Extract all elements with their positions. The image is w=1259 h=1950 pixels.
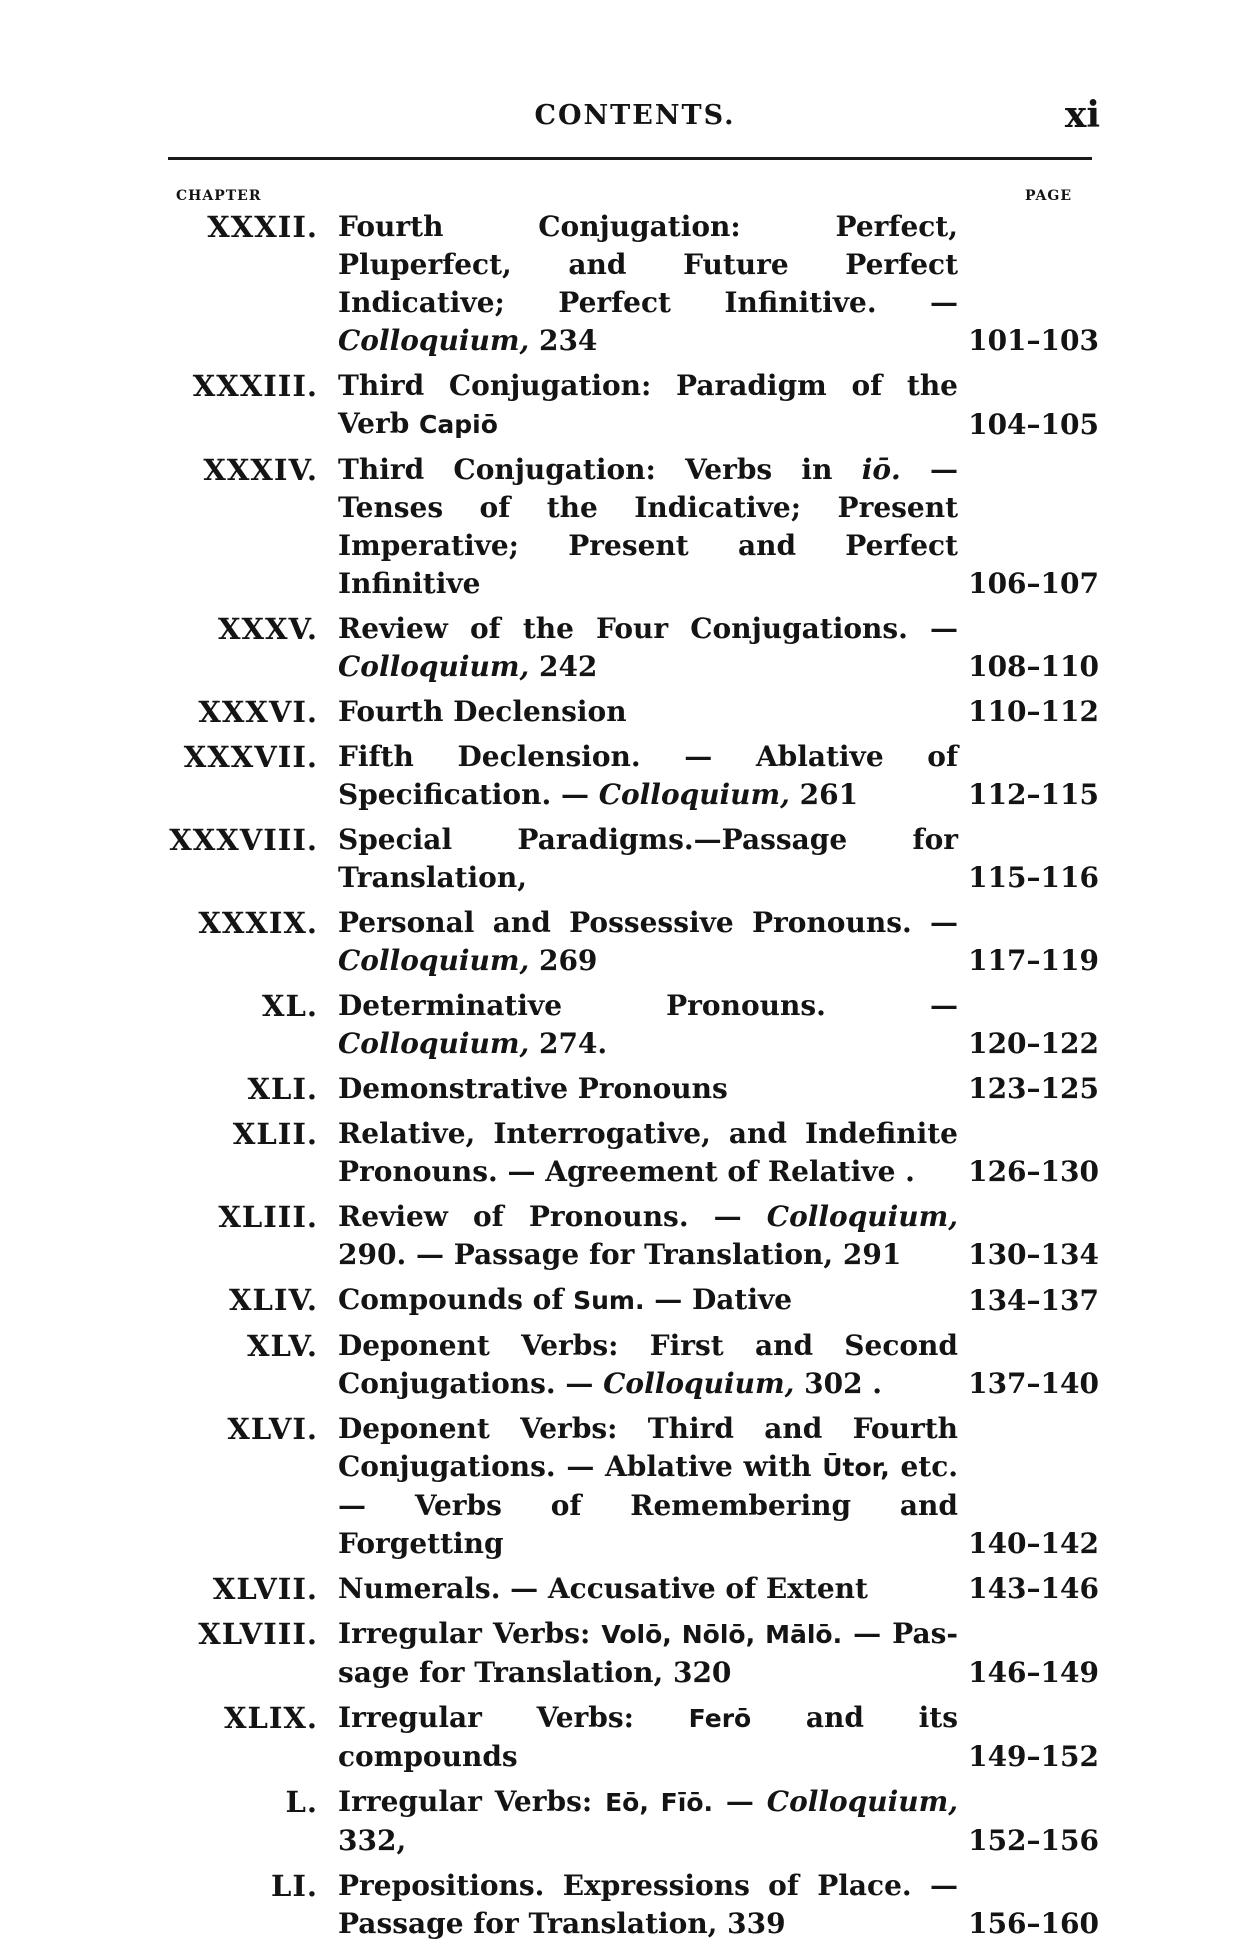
chapter-number: XLII. (232, 1117, 318, 1151)
title-text: Special Paradigms.—Passage for Translation, (338, 823, 958, 894)
page-range: 152–156 (968, 1824, 1099, 1857)
chapter-title (338, 1327, 958, 1403)
chapter-title (338, 1281, 958, 1320)
page-range: 108–110 (968, 650, 1099, 683)
contents-entry (0, 738, 1259, 814)
title-text: 234 (529, 324, 598, 357)
italic-text: Colloquium, (598, 778, 790, 811)
page-range: 117–119 (968, 944, 1099, 977)
page-range: 156–160 (968, 1907, 1099, 1940)
chapter-number: XLVII. (212, 1572, 318, 1606)
title-text: 290. — Passage for Translation, 291 (338, 1238, 902, 1271)
title-text: Review of Pronouns. — (338, 1200, 767, 1233)
chapter-title (338, 1115, 958, 1191)
contents-entry (0, 904, 1259, 980)
italic-text: Colloquium, (338, 650, 530, 683)
title-text: Irregular Verbs: (338, 1617, 602, 1650)
contents-entry (0, 451, 1259, 603)
page-range: 106–107 (968, 567, 1099, 600)
title-text: — Passage for Translation, 320 (338, 1617, 958, 1689)
chapter-number: XXXV. (217, 612, 318, 646)
italic-text: Colloquium, (766, 1200, 958, 1233)
chapter-number: XXXII. (207, 210, 318, 244)
contents-entry (0, 1699, 1259, 1776)
italic-text: Colloquium, (338, 324, 530, 357)
contents-entry (0, 1867, 1259, 1943)
chapter-number: XXXVII. (183, 740, 318, 774)
page-range: 146–149 (968, 1656, 1099, 1689)
title-text: 242 (529, 650, 598, 683)
page-range: 123–125 (968, 1072, 1099, 1105)
title-text: 332, (338, 1824, 407, 1857)
title-text: Deponent Verbs: Third and Fourth Conjugations. — Ablative with (338, 1412, 958, 1483)
chapter-number: XXXVIII. (169, 823, 318, 857)
chapter-column-heading: CHAPTER (176, 188, 262, 204)
title-text: — Dative (644, 1283, 793, 1316)
contents-entry (0, 1410, 1259, 1563)
chapter-number: XLV. (247, 1329, 318, 1363)
chapter-number: XLI. (247, 1072, 318, 1106)
title-text: 269 (529, 944, 598, 977)
title-text: — (713, 1785, 767, 1818)
title-text: Third Conjugation: Verbs in (338, 453, 862, 486)
latin-word: Ūtor, (822, 1453, 890, 1482)
chapter-number: XXXVI. (198, 695, 318, 729)
chapter-title (338, 451, 958, 603)
italic-text: Colloquium, (603, 1367, 795, 1400)
page-range: 104–105 (968, 408, 1099, 441)
title-text: Compounds of (338, 1283, 574, 1316)
chapter-number: XLVI. (227, 1412, 318, 1446)
contents-list (0, 208, 1259, 1950)
contents-entry (0, 610, 1259, 686)
title-text: Demonstrative Pronouns (338, 1072, 728, 1105)
chapter-number: XLVIII. (198, 1617, 318, 1651)
chapter-number: LI. (270, 1869, 318, 1903)
italic-text: Colloquium, (766, 1785, 959, 1818)
title-text: 261 (789, 778, 859, 811)
contents-entry (0, 1615, 1259, 1692)
chapter-number: XXXIII. (192, 369, 318, 403)
contents-entry (0, 1281, 1259, 1320)
column-headings (176, 188, 1086, 208)
chapter-title (338, 821, 958, 897)
chapter-title (338, 1699, 958, 1776)
chapter-number: XXXIX. (198, 906, 318, 940)
latin-word: Sum. (573, 1286, 645, 1315)
page-range: 112–115 (968, 778, 1099, 811)
chapter-title (338, 367, 958, 444)
title-text: Deponent Verbs: First and Second Conjugations. — (338, 1329, 958, 1400)
contents-entry (0, 693, 1259, 731)
title-text: — Tenses of the Indicative; Present Imperative; Present and Perfect Infinitive (338, 453, 958, 600)
title-text: Relative, Interrogative, and Indefinite Pronouns. — Agreement of Relative . (338, 1117, 958, 1188)
chapter-title (338, 1570, 958, 1608)
page-range: 140–142 (968, 1527, 1099, 1560)
title-text: Irregular Verbs: (338, 1785, 606, 1818)
chapter-title (338, 208, 958, 360)
chapter-title (338, 1070, 958, 1108)
chapter-title (338, 610, 958, 686)
chapter-number: L. (285, 1785, 318, 1819)
chapter-title (338, 1615, 958, 1692)
italic-text: Colloquium, (338, 1027, 530, 1060)
page-title: CONTENTS. (534, 100, 736, 131)
contents-entry (0, 1327, 1259, 1403)
page-column-heading: PAGE (1025, 188, 1072, 204)
chapter-title (338, 738, 958, 814)
chapter-number: XL. (262, 989, 318, 1023)
title-text: etc. — Verbs of Remembering and Forgetting (338, 1450, 959, 1560)
page-range: 110–112 (968, 695, 1099, 728)
contents-entry (0, 1115, 1259, 1191)
latin-word: Capiō (419, 410, 498, 439)
title-text: Irregular Verbs: (338, 1701, 689, 1734)
title-text: and its compounds (338, 1701, 958, 1773)
page-range: 149–152 (968, 1740, 1099, 1773)
latin-word: Eō, Fīō. (605, 1788, 713, 1817)
chapter-title (338, 904, 958, 980)
page-number: xi (1064, 94, 1100, 136)
title-text: Third Conjugation: Paradigm of the Verb (338, 369, 958, 440)
page-range: 115–116 (968, 861, 1099, 894)
title-text: Prepositions. Expressions of Place. — Passage for Translation, 339 (338, 1869, 958, 1940)
title-text: Fourth Declension (338, 695, 627, 728)
header-rule (168, 157, 1092, 160)
latin-word: Volō, Nōlō, Mālō. (601, 1620, 843, 1649)
latin-word: Ferō (688, 1704, 752, 1733)
title-text: 274. (529, 1027, 608, 1060)
title-text: Fifth Declension. — Ablative of Specification. — (338, 740, 958, 811)
contents-entry (0, 1783, 1259, 1860)
title-text: 302 . (794, 1367, 883, 1400)
page-range: 134–137 (968, 1284, 1099, 1317)
contents-entry (0, 208, 1259, 360)
italic-text: Colloquium, (338, 944, 530, 977)
chapter-title (338, 1410, 958, 1563)
contents-entry (0, 987, 1259, 1063)
page-range: 126–130 (968, 1155, 1099, 1188)
page-range: 137–140 (968, 1367, 1099, 1400)
chapter-title (338, 987, 958, 1063)
contents-entry (0, 1070, 1259, 1108)
italic-text: iō. (861, 453, 901, 486)
contents-entry (0, 821, 1259, 897)
chapter-title (338, 693, 958, 731)
chapter-number: XXXIV. (203, 453, 318, 487)
contents-entry (0, 1198, 1259, 1274)
page-range: 143–146 (968, 1572, 1099, 1605)
running-head (170, 96, 1100, 146)
contents-entry (0, 1570, 1259, 1608)
page-range: 130–134 (968, 1238, 1099, 1271)
title-text: Personal and Possessive Pronouns. — (338, 906, 958, 939)
chapter-number: XLIV. (229, 1283, 318, 1317)
chapter-number: XLIII. (218, 1200, 318, 1234)
chapter-number: XLIX. (223, 1701, 318, 1735)
contents-entry (0, 367, 1259, 444)
chapter-title (338, 1783, 958, 1860)
title-text: Numerals. — Accusative of Extent (338, 1572, 868, 1605)
page-range: 120–122 (968, 1027, 1099, 1060)
title-text: Review of the Four Conjugations. — (338, 612, 958, 645)
chapter-title (338, 1198, 958, 1274)
chapter-title (338, 1867, 958, 1943)
page-range: 101–103 (968, 324, 1099, 357)
title-text: Fourth Conjugation: Perfect, Pluperfect, and Future Perfect Indicative; Perfect Infinitive. — (338, 210, 958, 319)
title-text: Determinative Pronouns. — (338, 989, 958, 1022)
